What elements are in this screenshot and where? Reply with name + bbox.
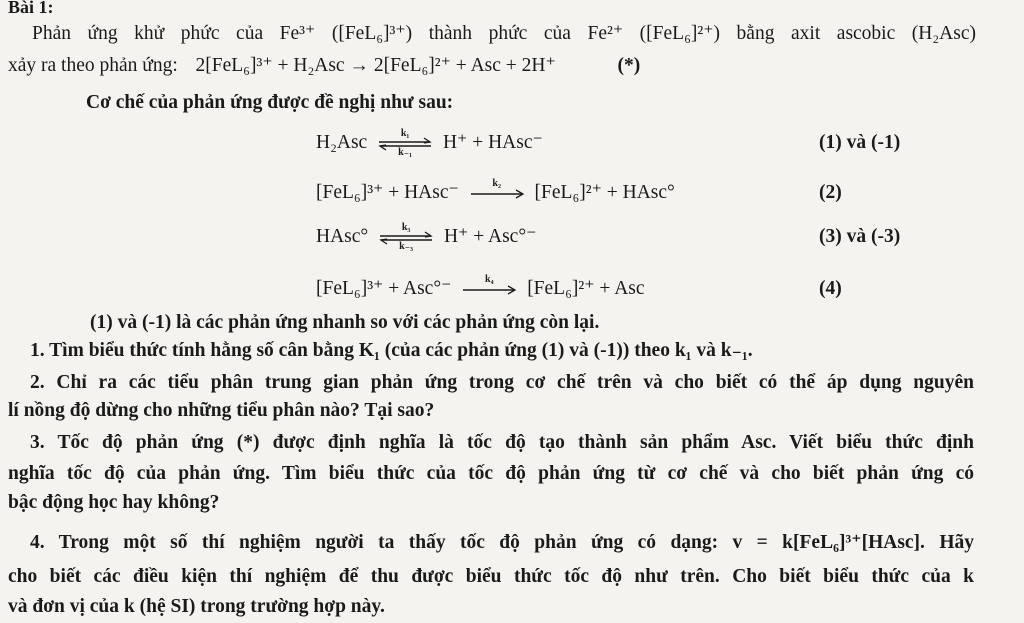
question-4-line-3: và đơn vị của k (hệ SI) trong trường hợp này. bbox=[8, 596, 385, 617]
question-1: 1. Tìm biểu thức tính hằng số cân bằng K₁ (của các phản ứng (1) và (-1)) theo k₁ và k₋₁. bbox=[30, 340, 753, 361]
k-minus-3-label: k₋₃ bbox=[399, 240, 414, 252]
step-1-tag: (1) và (-1) bbox=[819, 132, 901, 153]
step-4-rhs: [FeL₆]²⁺ + Asc bbox=[527, 278, 645, 299]
question-2-line-2: lí nồng độ dừng cho những tiểu phân nào? Tại sao? bbox=[8, 400, 435, 421]
intro-line-2 bbox=[8, 53, 640, 79]
equilibrium-arrow bbox=[376, 127, 434, 158]
question-3-line-1: 3. Tốc độ phản ứng (*) được định nghĩa là tốc độ tạo thành sản phẩm Asc. Viết biểu thức định bbox=[30, 432, 974, 453]
overall-equation-tag: (*) bbox=[617, 55, 641, 76]
step-3-rhs: H⁺ + Asc°⁻ bbox=[443, 226, 537, 247]
mechanism-step-4 bbox=[316, 273, 645, 302]
overall-equation: 2[FeL₆]³⁺ + H₂Asc → 2[FeL₆]²⁺ + Asc + 2H⁺ bbox=[195, 55, 556, 76]
k-minus-1-label: k₋₁ bbox=[398, 146, 413, 158]
question-4-line-2: cho biết các điều kiện thí nghiệm để thu được biểu thức tốc độ như trên. Cho biết biểu thức của k bbox=[8, 566, 974, 587]
step-3-lhs: HAsc° bbox=[316, 226, 369, 247]
exercise-title: Bài 1: bbox=[8, 0, 54, 17]
step-4-tag: (4) bbox=[819, 278, 842, 299]
mechanism-step-2 bbox=[316, 177, 675, 206]
intro-line-1: Phản ứng khử phức của Fe³⁺ ([FeL₆]³⁺) thành phức của Fe²⁺ ([FeL₆]²⁺) bằng axit ascobic (H₂Asc) bbox=[32, 23, 976, 44]
k2-label: k₂ bbox=[492, 177, 501, 189]
step-1-lhs: H₂Asc bbox=[316, 132, 368, 153]
question-3-line-3: bậc động học hay không? bbox=[8, 492, 220, 513]
mechanism-step-1 bbox=[316, 127, 543, 158]
step-2-rhs: [FeL₆]²⁺ + HAsc° bbox=[534, 182, 675, 203]
k3-label: k₃ bbox=[401, 221, 411, 233]
fast-reaction-note: (1) và (-1) là các phản ứng nhanh so với các phản ứng còn lại. bbox=[90, 312, 600, 333]
question-4-line-1: 4. Trong một số thí nghiệm người ta thấy tốc độ phản ứng có dạng: v = k[FeL₆]³⁺[HAsc]. Hãy bbox=[30, 532, 974, 553]
forward-arrow bbox=[460, 273, 518, 301]
equilibrium-arrow bbox=[377, 221, 435, 252]
step-1-rhs: H⁺ + HAsc⁻ bbox=[442, 132, 543, 153]
k4-label: k₄ bbox=[485, 273, 494, 285]
mechanism-step-3 bbox=[316, 221, 537, 252]
intro-line-2-prefix: xảy ra theo phản ứng: bbox=[8, 55, 178, 76]
question-3-line-2: nghĩa tốc độ của phản ứng. Tìm biểu thức của tốc độ phản ứng từ cơ chế và cho biết phản ứng có bbox=[8, 463, 974, 484]
k1-label: k₁ bbox=[400, 127, 410, 139]
step-2-lhs: [FeL₆]³⁺ + HAsc⁻ bbox=[316, 182, 459, 203]
step-4-lhs: [FeL₆]³⁺ + Asc°⁻ bbox=[316, 278, 452, 299]
mechanism-heading: Cơ chế của phản ứng được đề nghị như sau: bbox=[86, 92, 454, 113]
forward-arrow bbox=[468, 177, 526, 205]
question-2-line-1: 2. Chỉ ra các tiểu phân trung gian phản ứng trong cơ chế trên và cho biết có thể áp dụng nguyên bbox=[30, 372, 974, 393]
step-2-tag: (2) bbox=[819, 182, 842, 203]
step-3-tag: (3) và (-3) bbox=[819, 226, 901, 247]
